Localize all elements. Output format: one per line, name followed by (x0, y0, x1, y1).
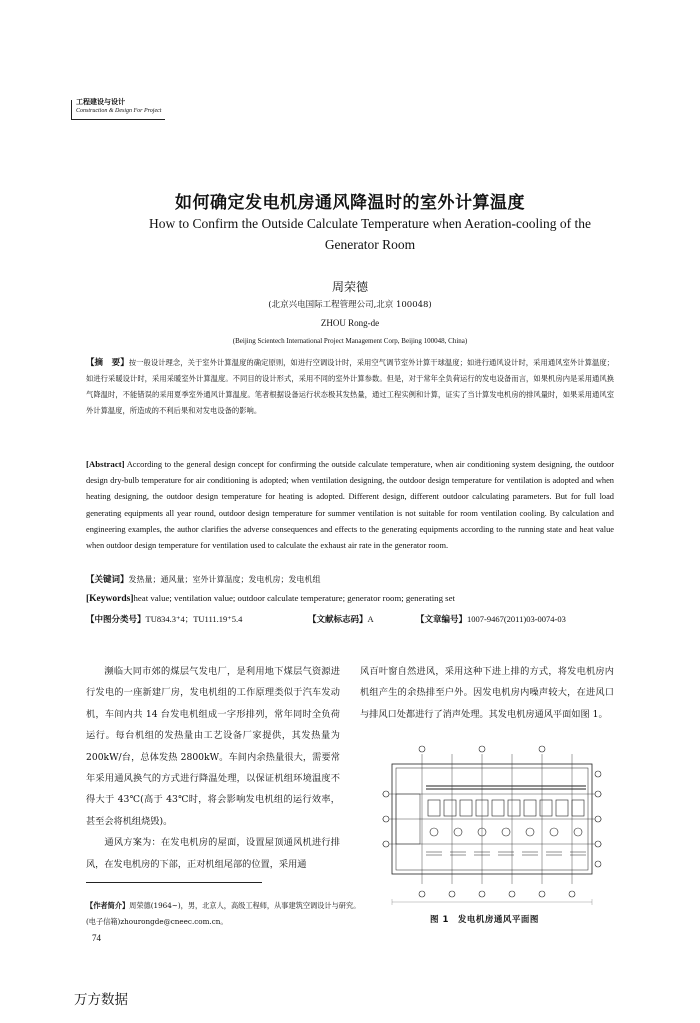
footnote-label: 【作者简介】 (86, 901, 130, 910)
journal-name-en: Construction & Design For Project (76, 108, 162, 114)
figure-floor-plan (382, 744, 610, 908)
author-name-en: ZHOU Rong-de (320, 318, 380, 328)
author-name-cn: 周荣德 (331, 280, 368, 294)
keywords-cn-text: 发热量；通风量；室外计算温度；发电机房；发电机组 (128, 575, 321, 584)
abstract-en-label: [Abstract] (86, 459, 125, 469)
abstract-cn (86, 355, 614, 419)
header-rule (71, 119, 165, 120)
title-en: How to Confirm the Outside Calculate Temperature when Aeration-cooling of the Generator Room (149, 216, 591, 252)
author-affiliation-en: (Beijing Scientech International Project Management Corp, Beijing 100048, China) (232, 337, 468, 345)
abstract-cn-text: 按一般设计理念，关于室外计算温度的确定原则，如进行空调设计时，采用空气调节室外计算干球温度；如进行通风设计时，采用通风室外计算温度；如进行采暖设计时，采用采暖室外计算温度。不同目的设计形式，采用不同的室外计算参数。但是，对于常年全负荷运行的发电设备而言，如果机房内是采用通风换气降温时，不能错误的采用夏季室外通风计算温度。笔者根据设备运行状态极其发热量，通过工程实例和计算，证实了当计算发电机房的排风量时，如果采用通风室外计算温度，所造成的不利后果和对发电设备的影响。 (86, 358, 614, 415)
body-paragraph-2: 通风方案为：在发电机房的屋面，设置屋顶通风机进行排风，在发电机房的下部，正对机组尾部的位置，采用通 (86, 837, 340, 870)
header-rule-vertical (71, 100, 72, 120)
body-column-right (360, 661, 614, 725)
abstract-en (86, 456, 614, 554)
clc-number: 【中图分类号】TU834.3⁺4；TU111.19⁺5.4 (86, 614, 243, 625)
keywords-en-text: heat value; ventilation value; outdoor calculate temperature; generator room; generating set (133, 593, 455, 603)
keywords-en-label: [Keywords] (86, 594, 134, 604)
keywords-cn (86, 573, 321, 585)
abstract-cn-label: 【摘 要】 (86, 358, 129, 368)
page-number: 74 (92, 933, 101, 943)
author-footnote (86, 898, 362, 930)
author-affiliation-cn: (北京兴电国际工程管理公司,北京 100048) (268, 300, 432, 310)
keywords-cn-label: 【关键词】 (86, 575, 129, 585)
title-cn: 如何确定发电机房通风降温时的室外计算温度 (175, 193, 525, 213)
footnote-text: 周荣德(1964~)，男，北京人，高级工程师，从事建筑空调设计与研究。(电子信箱)zhourongde@cneec.com.cn。 (86, 901, 361, 926)
footnote-rule (86, 882, 262, 883)
body-paragraph-1: 濒临大同市郊的煤层气发电厂，是利用地下煤层气资源进行发电的一座新建厂房，发电机组的工作原理类似于汽车发动机，车间内共 14 台发电机组成一字形排列，常年同时全负荷运行。每台机组的发热量由工艺设备厂家提供，其发热量为 200kW/台，总体发热 2800kW。车间内余热量很大，需要常年采用通风换气的方式进行降温处理，以保证机组环境温度不得大于 43℃(高于 43℃时，将会影响发电机组的运行效率，甚至会将机组烧毁)。 (86, 666, 340, 827)
body-column-left (86, 661, 340, 875)
watermark-wanfang: 万方数据 (74, 992, 128, 1008)
abstract-en-text: According to the general design concept for confirming the outside calculate temperature, when air conditioning system designing, the outdoor design dry-bulb temperature for air conditioning is adopted; when ventilation designing, the outdoor design temperature for ventilation is adopted and when heating designing, the outdoor design temperature for heating is adopted. Different design, different outdoor calculating parameters. But for full load generating equipments all year round, outdoor design temperature for summer ventilation is not suitable for room ventilation cooling. By calculation and engineering examples, the author clarifies the adverse consequences and effects to the generating equipments according to the running state and heat value when outdoor design temperature for ventilation used to calculate the exhaust air rate in the generator room. (86, 460, 614, 551)
article-number: 【文章编号】1007-9467(2011)03-0074-03 (416, 614, 566, 625)
journal-header (76, 98, 161, 115)
body-paragraph-3: 风百叶窗自然进风，采用这种下进上排的方式，将发电机房内机组产生的余热排至户外。因发电机房内噪声较大，在进风口与排风口处都进行了消声处理。其发电机房通风平面如图 1。 (360, 666, 614, 720)
journal-name-cn: 工程建设与设计 (76, 98, 125, 106)
keywords-en (86, 593, 455, 604)
figure-caption: 图 1 发电机房通风平面图 (430, 915, 539, 925)
document-code: 【文献标志码】A (308, 614, 374, 625)
